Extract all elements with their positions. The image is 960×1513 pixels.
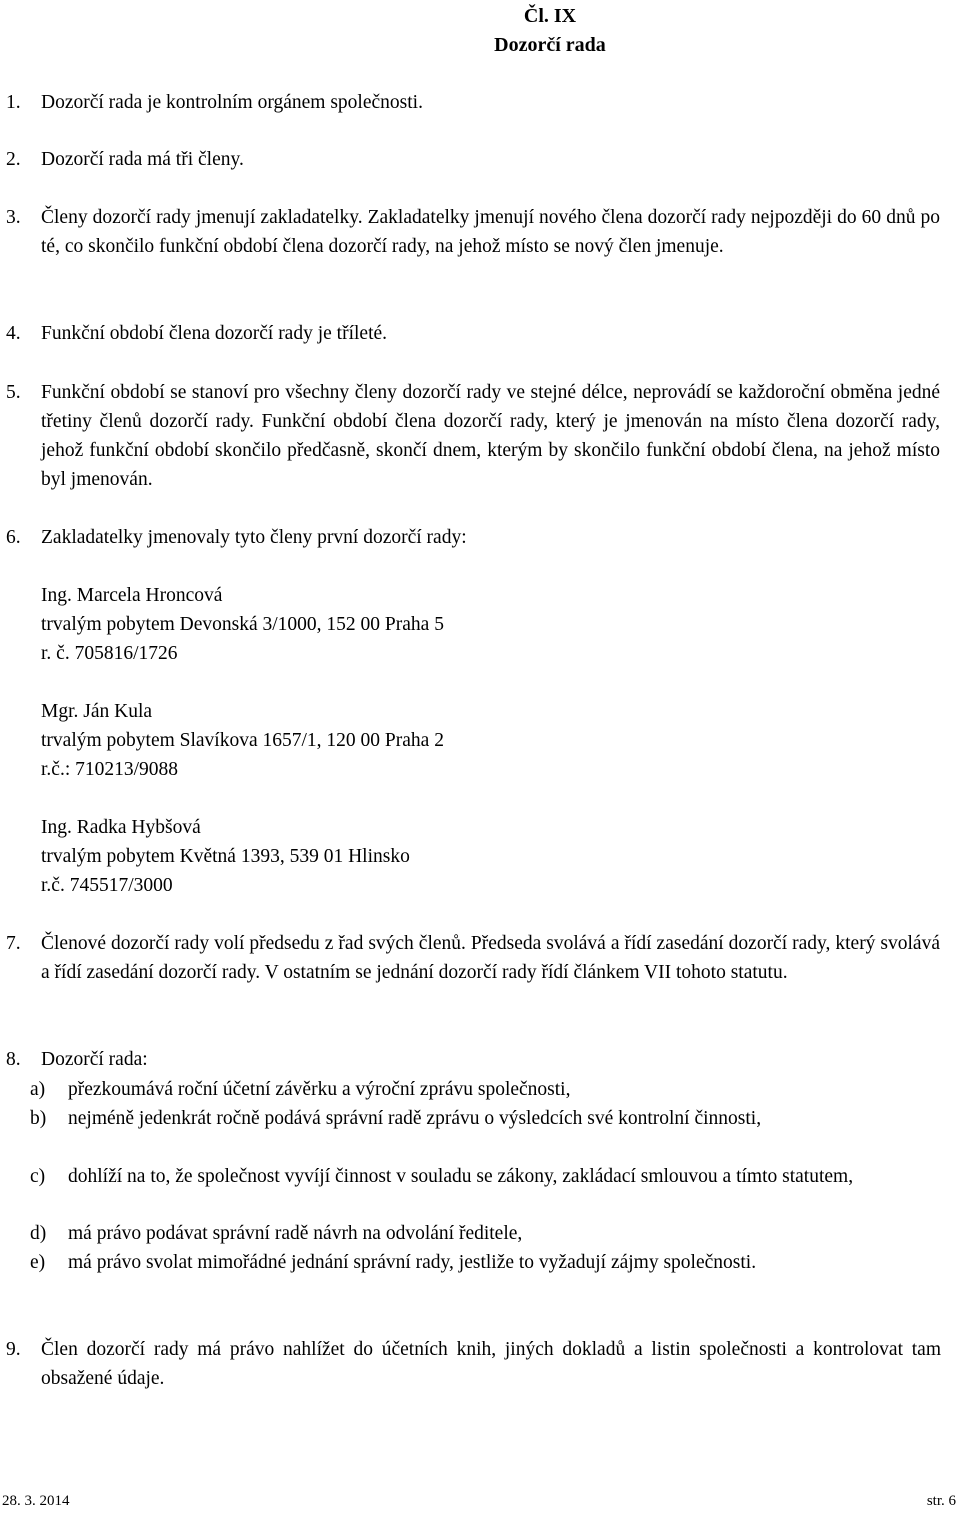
duty-label: e) (30, 1252, 46, 1273)
member-address: trvalým pobytem Devonská 3/1000, 152 00 Praha 5 (41, 614, 444, 635)
paragraph-number: 9. (6, 1339, 21, 1360)
paragraph-6 (0, 523, 940, 552)
paragraph-number: 1. (6, 92, 21, 113)
duty-label: d) (30, 1223, 47, 1244)
paragraph-4 (0, 319, 940, 348)
paragraph-2 (0, 145, 940, 174)
duty-b (0, 1104, 940, 1133)
duty-text: má právo podávat správní radě návrh na odvolání ředitele, (68, 1223, 523, 1244)
paragraph-text: Funkční období se stanoví pro všechny členy dozorčí rady ve stejné délce, neprovádí se každoroční obměna jedné třetiny členů dozorčí rady. Funkční období člena dozorčí rady, který je jmenován na místo člena dozorčí rady, jehož funkční období skončilo předčasně, skončí dnem, kterým by skončilo funkční období člena, na jehož místo byl jmenován. (41, 382, 940, 490)
paragraph-1 (0, 88, 940, 117)
paragraph-text: Dozorčí rada je kontrolním orgánem společnosti. (41, 92, 423, 113)
duty-text: dohlíží na to, že společnost vyvíjí činnost v souladu se zákony, zakládací smlouvou a tímto statutem, (68, 1166, 854, 1187)
paragraph-text: Člen dozorčí rady má právo nahlížet do účetních knih, jiných dokladů a listin společnosti a kontrolovat tam obsažené údaje. (41, 1339, 941, 1389)
paragraph-number: 8. (6, 1049, 21, 1070)
paragraph-text: Členové dozorčí rady volí předsedu z řad svých členů. Předseda svolává a řídí zasedání dozorčí rady, který svolává a řídí zasedání dozorčí rady. V ostatním se jednání dozorčí rady řídí článkem VII tohoto statutu. (41, 933, 940, 983)
paragraph-number: 3. (6, 207, 21, 228)
duty-text: má právo svolat mimořádné jednání správní rady, jestliže to vyžadují zájmy společnosti. (68, 1252, 757, 1273)
duty-e (0, 1248, 940, 1277)
article-number: Čl. IX (523, 5, 577, 27)
paragraph-text: Funkční období člena dozorčí rady je tříleté. (41, 323, 388, 344)
member-address: trvalým pobytem Slavíkova 1657/1, 120 00 Praha 2 (41, 730, 444, 751)
paragraph-8 (0, 1045, 940, 1074)
paragraph-number: 5. (6, 382, 21, 403)
footer-page-number: str. 6 (926, 1493, 956, 1509)
member-name: Mgr. Ján Kula (41, 701, 153, 722)
member-id: r.č.: 710213/9088 (41, 759, 179, 780)
paragraph-text: Dozorčí rada má tři členy. (41, 149, 244, 170)
member-id: r.č. 745517/3000 (41, 875, 173, 896)
duty-d (0, 1219, 940, 1248)
paragraph-number: 4. (6, 323, 21, 344)
paragraph-5 (0, 378, 940, 494)
paragraph-number: 6. (6, 527, 21, 548)
paragraph-7 (0, 929, 940, 987)
member-3 (41, 813, 741, 900)
article-title: Dozorčí rada (494, 34, 606, 56)
member-2 (41, 697, 741, 784)
member-name: Ing. Marcela Hroncová (41, 585, 223, 606)
duty-text: přezkoumává roční účetní závěrku a výroční zprávu společnosti, (68, 1079, 571, 1100)
duty-text: nejméně jedenkrát ročně podává správní radě zprávu o výsledcích své kontrolní činnosti, (68, 1108, 762, 1129)
member-name: Ing. Radka Hybšová (41, 817, 201, 838)
duty-a (0, 1075, 940, 1104)
duty-label: b) (30, 1108, 47, 1129)
paragraph-number: 2. (6, 149, 21, 170)
paragraph-number: 7. (6, 933, 21, 954)
paragraph-9 (0, 1335, 940, 1393)
paragraph-3 (0, 203, 940, 261)
paragraph-text: Zakladatelky jmenovaly tyto členy první dozorčí rady: (41, 527, 467, 548)
article-heading (300, 2, 800, 60)
duty-label: a) (30, 1079, 46, 1100)
member-address: trvalým pobytem Květná 1393, 539 01 Hlinsko (41, 846, 410, 867)
duty-c (0, 1162, 940, 1191)
member-id: r. č. 705816/1726 (41, 643, 178, 664)
paragraph-text: Členy dozorčí rady jmenují zakladatelky. Zakladatelky jmenují nového člena dozorčí rady nejpozději do 60 dnů po té, co skončilo funkční období člena dozorčí rady, na jehož místo se nový člen jmenuje. (41, 207, 940, 257)
member-1 (41, 581, 741, 668)
duty-label: c) (30, 1166, 46, 1187)
paragraph-text: Dozorčí rada: (41, 1049, 148, 1070)
footer-date: 28. 3. 2014 (2, 1493, 70, 1509)
